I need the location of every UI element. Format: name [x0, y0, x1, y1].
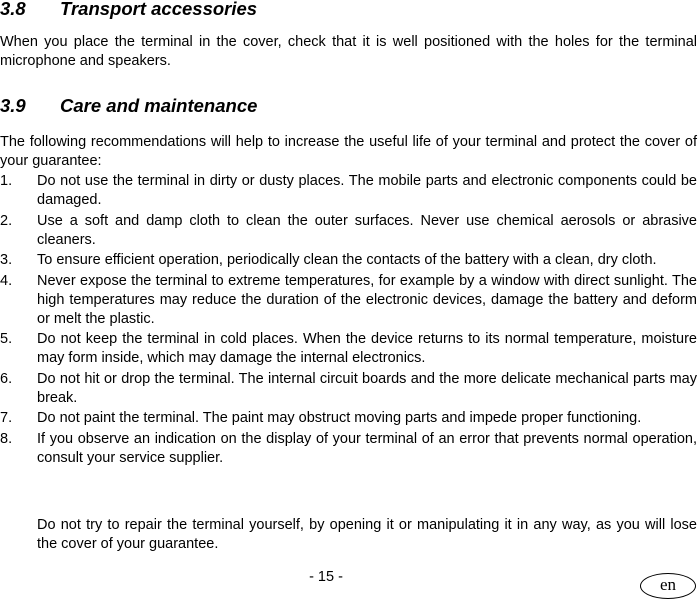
care-intro-paragraph: The following recommendations will help to increase the useful life of your terminal and protect the cover of your guarantee:: [0, 134, 697, 169]
list-item-number: 8.: [0, 430, 13, 447]
page-number: - 15 -: [309, 569, 343, 585]
list-item-number: 4.: [0, 272, 13, 289]
repair-warning-note: Do not try to repair the terminal yourself, by opening it or manipulating it in any way, as you will lose the cover of your guarantee.: [37, 517, 697, 552]
list-item-number: 3.: [0, 252, 13, 268]
section-number: 3.8: [0, 0, 26, 19]
section-title: Care and maintenance: [60, 95, 258, 116]
list-item-number: 1.: [0, 173, 13, 189]
list-item-text: Use a soft and damp cloth to clean the outer surfaces. Never use chemical aerosols or abrasive cleaners.: [37, 212, 697, 248]
list-item-number: 6.: [0, 370, 13, 387]
section-title: Transport accessories: [60, 0, 258, 19]
list-item-number: 5.: [0, 331, 13, 347]
section-heading-3-9: [0, 95, 257, 117]
list-item: [0, 409, 697, 428]
list-item-text: Never expose the terminal to extreme temperatures, for example by a window with direct sunlight. The high temperatures may reduce the duration of the electronic devices, damage the battery and deform or melt the plastic.: [37, 272, 697, 327]
list-item: [0, 370, 697, 408]
transport-paragraph: When you place the terminal in the cover, check that it is well positioned with the holes for the terminal microphone and speakers.: [0, 34, 697, 69]
list-item: [0, 430, 697, 468]
list-item: [0, 212, 697, 250]
list-item-number: 2.: [0, 212, 13, 229]
list-item-text: Do not use the terminal in dirty or dusty places. The mobile parts and electronic components could be damaged.: [37, 173, 697, 208]
list-item-text: Do not paint the terminal. The paint may obstruct moving parts and impede proper functioning.: [37, 410, 642, 426]
list-item-text: To ensure efficient operation, periodically clean the contacts of the battery with a clean, dry cloth.: [37, 252, 657, 268]
care-recommendations-list: [0, 172, 697, 469]
list-item: [0, 251, 697, 270]
language-badge: en: [640, 573, 696, 599]
list-item: [0, 172, 697, 210]
list-item-number: 7.: [0, 410, 13, 426]
section-number: 3.9: [0, 95, 26, 116]
section-heading-3-8: [0, 0, 257, 20]
list-item-text: If you observe an indication on the display of your terminal of an error that prevents normal operation, consult your service supplier.: [37, 430, 697, 466]
list-item-text: Do not hit or drop the terminal. The internal circuit boards and the more delicate mechanical parts may break.: [37, 370, 697, 406]
list-item-text: Do not keep the terminal in cold places. When the device returns to its normal temperature, moisture may form inside, which may damage the internal electronics.: [37, 331, 697, 366]
list-item: [0, 330, 697, 368]
list-item: [0, 272, 697, 329]
